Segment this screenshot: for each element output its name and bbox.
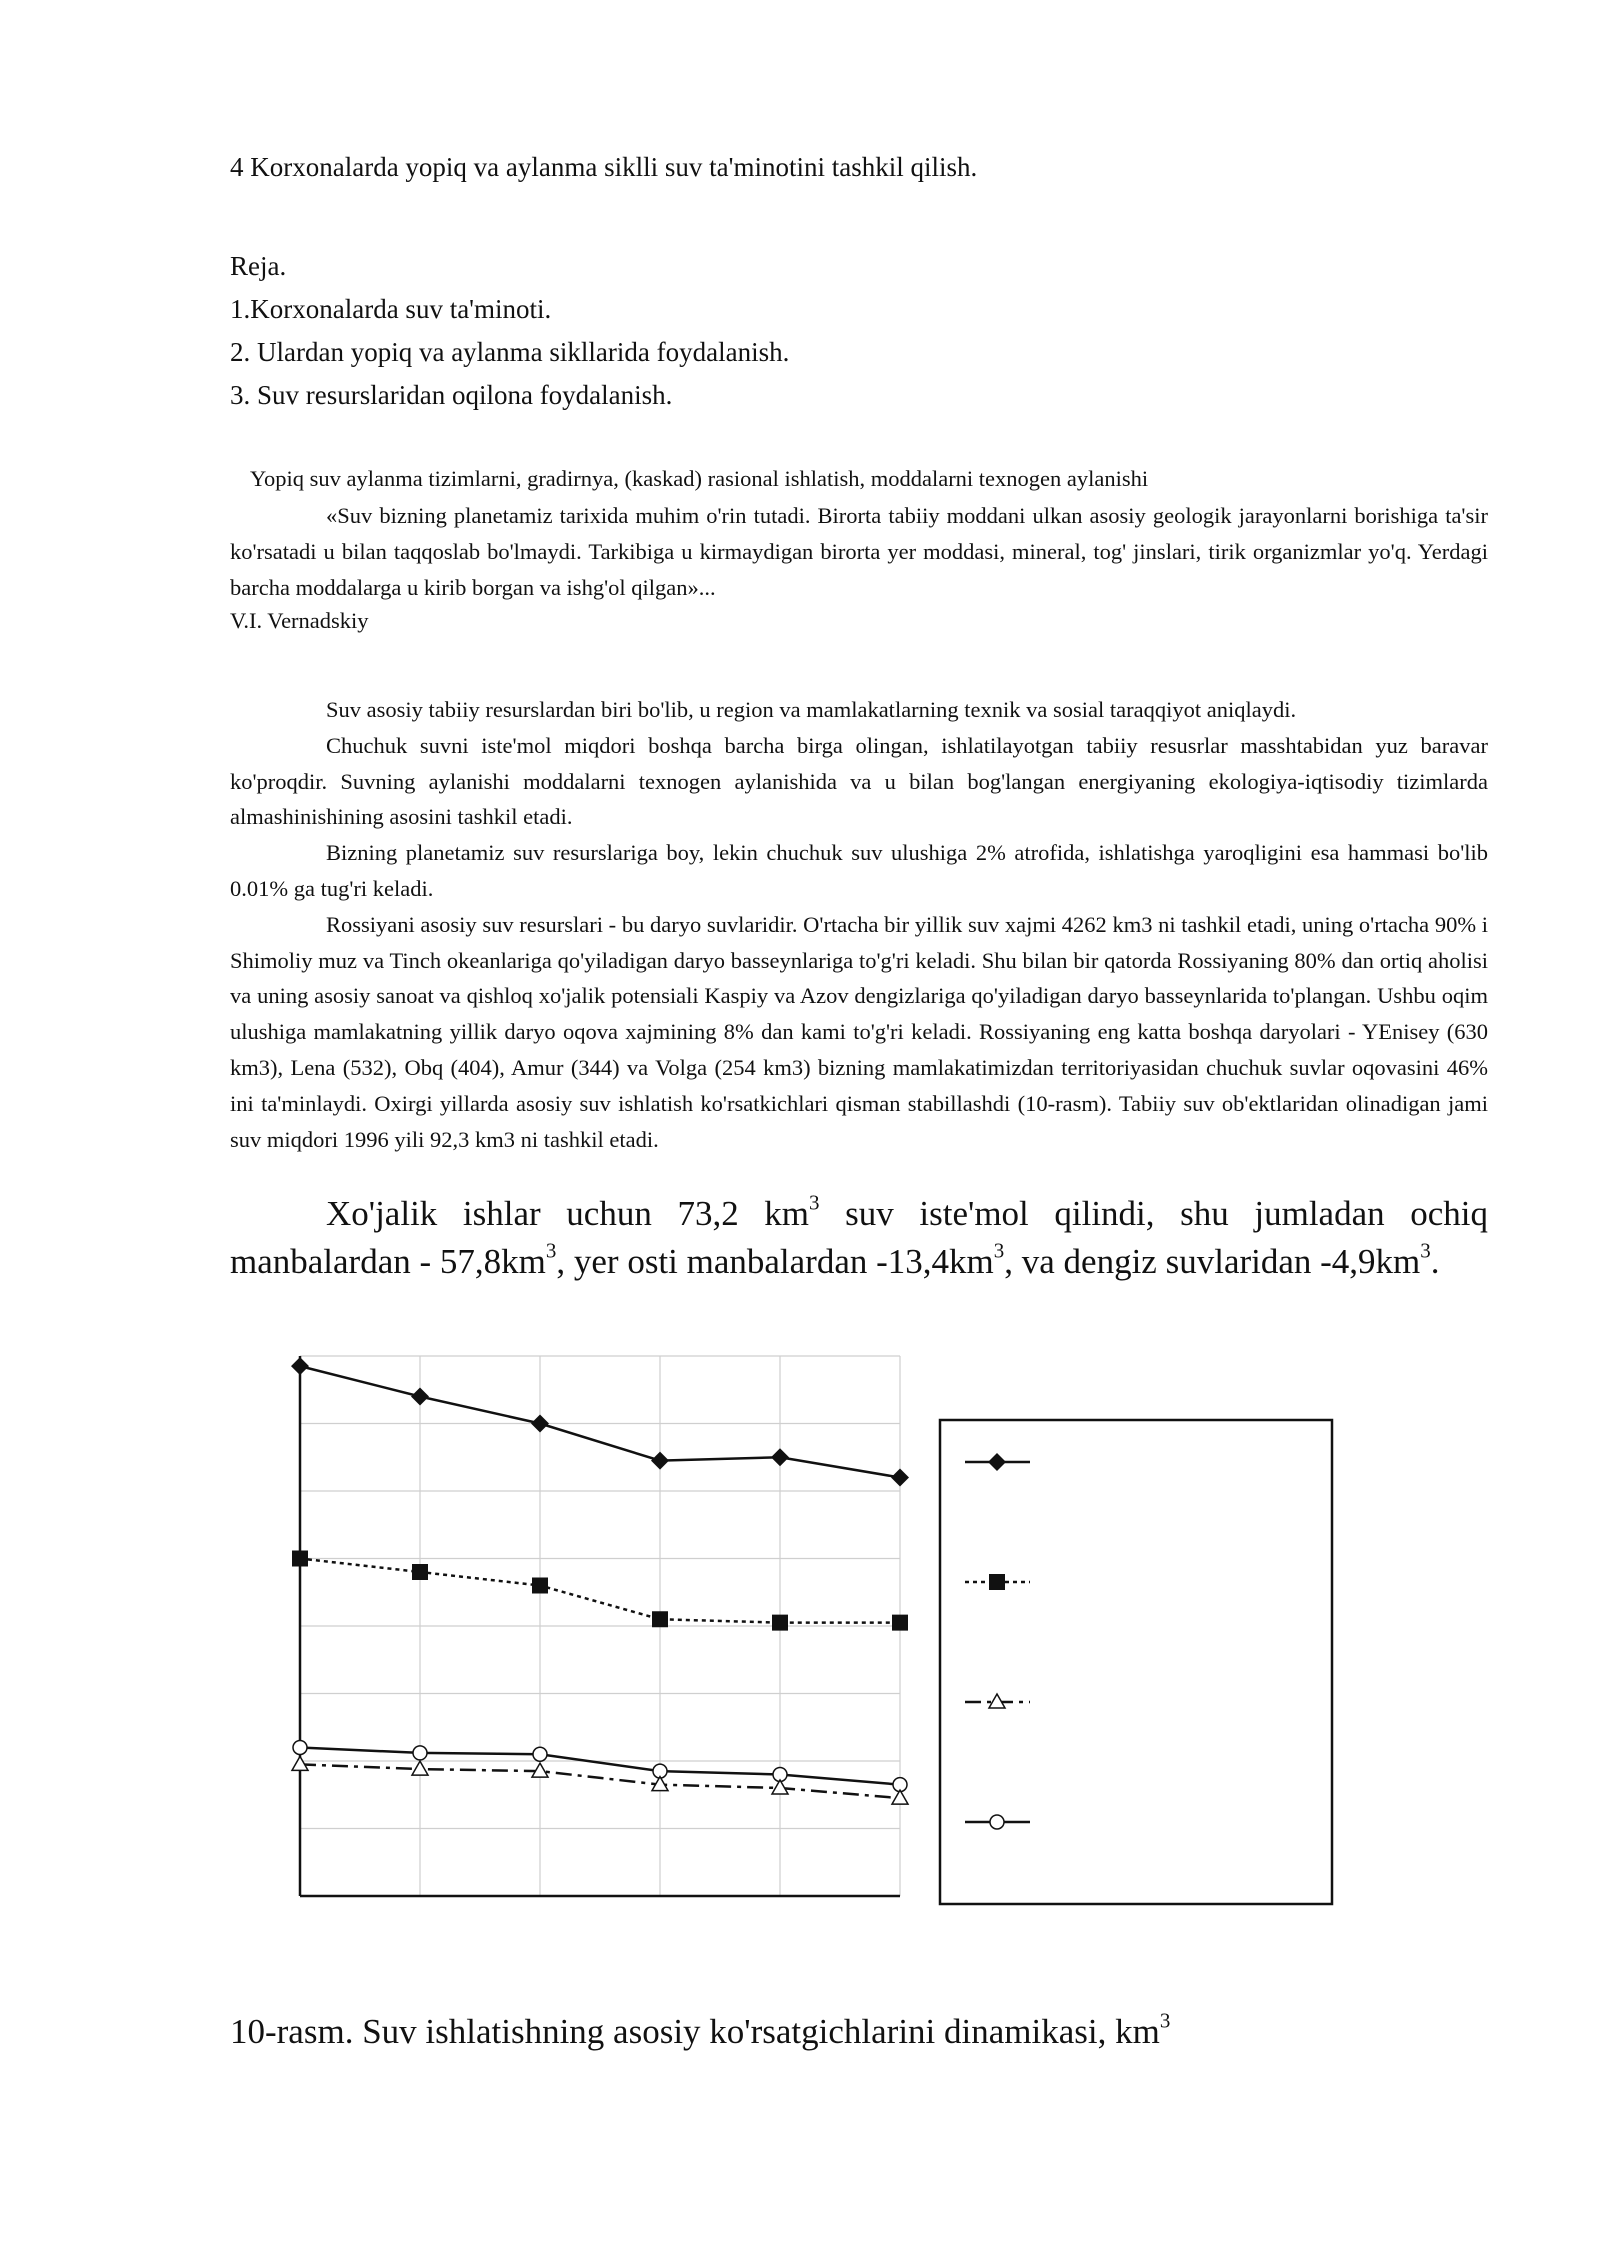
data-point-diamond [651,1452,669,1470]
topic-line: Yopiq suv aylanma tizimlarni, gradirnya, (kaskad) rasional ishlatish, moddalarni texnogen aylanishi [250,466,1149,491]
chart-legend [940,1420,1332,1904]
water-usage-chart [230,1350,1350,1940]
section-heading: 4 Korxonalarda yopiq va aylanma siklli suv ta'minotini tashkil qilish. [230,152,978,182]
water-consumption-paragraph: Xo'jalik ishlar uchun 73,2 $km^3$ suv iste'mol qilindi, shu jumladan ochiq manbalardan - $57,8km^3$, yer osti manbalardan $-13,4km^3$, va dengiz suvlaridan $-4,9km^3$. [230,1190,1489,1281]
body-text [230,692,1488,1157]
quote-text: «Suv bizning planetamiz tarixida muhim o'rin tutadi. Birorta tabiiy moddani ulkan asosiy geologik jarayonlarni borishiga ta'sir ko'rsatadi u bilan taqqoslab bo'lmaydi. Tarkibiga u kirmaydigan birorta yer moddasi, mineral, tog' jinslari, tirik organizmlar yo'q. Yerdagi barcha moddalarga u kirib borgan va ishg'ol qilgan»... [230,503,1488,600]
figure-caption: 10-rasm. Suv ishlatishning asosiy ko'rsatgichlarini dinamikasi, $km^3$ [230,2008,1171,2051]
data-point-triangle [412,1761,428,1775]
data-point-square [892,1615,908,1631]
data-point-square [412,1564,428,1580]
plan-item: 2. Ulardan yopiq va aylanma sikllarida foydalanish. [230,337,790,367]
plan-title: Reja. [230,251,287,281]
legend-marker-circle [990,1815,1004,1829]
data-point-triangle [772,1780,788,1794]
data-point-square [532,1578,548,1594]
data-point-diamond [771,1448,789,1466]
data-point-diamond [531,1415,549,1433]
data-point-diamond [891,1469,909,1487]
quote-author: V.I. Vernadskiy [230,608,369,633]
data-point-circle [293,1741,307,1755]
data-point-square [292,1551,308,1567]
epigraph-quote [230,498,1488,605]
paragraph: Rossiyani asosiy suv resurslari - bu daryo suvlaridir. O'rtacha bir yillik suv xajmi 4262 km3 ni tashkil etadi, uning o'rtacha 90% i Shimoliy muz va Tinch okeanlariga qo'yiladigan daryo basseynlariga to'g'ri keladi. Shu bilan bir qatorda Rossiyaning 80% dan ortiq aholisi va uning asosiy sanoat va qishloq xo'jalik potensiali Kaspiy va Azov dengizlariga qo'yiladigan daryo basseynlarida to'plangan. Ushbu oqim ulushiga mamlakatning yillik daryo oqova xajmining 8% dan kami to'g'ri keladi. Rossiyaning eng katta boshqa daryolari - YEnisey (630 km3), Lena (532), Obq (404), Amur (344) va Volga (254 km3) bizning mamlakatimizdan territoriyasidan chuchuk suvlar oqovasini 46% ini ta'minlaydi. Oxirgi yillarda asosiy suv ishlatish ko'rsatkichlari qisman stabillashdi (10-rasm). Tabiiy suv ob'ektlaridan olinadigan jami suv miqdori 1996 yili 92,3 km3 ni tashkil etadi. [230,911,1488,1152]
series-line-triangle [300,1764,900,1798]
paragraph: Chuchuk suvni iste'mol miqdori boshqa barcha birga olingan, ishlatilayotgan tabiiy resusrlar masshtabidan yuz baravar ko'proqdir. Suvning aylanishi moddalarni texnogen aylanishida va u bilan bog'langan energiyaning ekologiya-iqtisodiy tizimlarda almashinishining asosini tashkil etadi. [230,732,1488,830]
legend-box [940,1420,1332,1904]
legend-marker-square [989,1574,1005,1590]
series-line-square [300,1559,900,1623]
chart-series [291,1357,909,1804]
paragraph: Bizning planetamiz suv resurslariga boy, lekin chuchuk suv ulushiga 2% atrofida, ishlatishga yaroqligini esa hammasi bo'lib 0.01% ga tug'ri keladi. [230,840,1488,901]
series-circle [293,1741,907,1792]
plan-block [230,245,789,417]
plan-item: 3. Suv resurslaridan oqilona foydalanish. [230,380,673,410]
series-square [292,1551,908,1631]
data-point-diamond [411,1388,429,1406]
series-line-diamond [300,1366,900,1477]
data-point-circle [533,1747,547,1761]
data-point-diamond [291,1357,309,1375]
paragraph: Suv asosiy tabiiy resurslardan biri bo'lib, u region va mamlakatlarning texnik va sosial taraqqiyot aniqlaydi. [326,697,1297,722]
data-point-circle [413,1746,427,1760]
data-point-square [652,1611,668,1627]
data-point-square [772,1615,788,1631]
series-diamond [291,1357,909,1486]
plan-item: 1.Korxonalarda suv ta'minoti. [230,294,552,324]
data-point-triangle [892,1790,908,1804]
chart-grid [300,1356,900,1896]
